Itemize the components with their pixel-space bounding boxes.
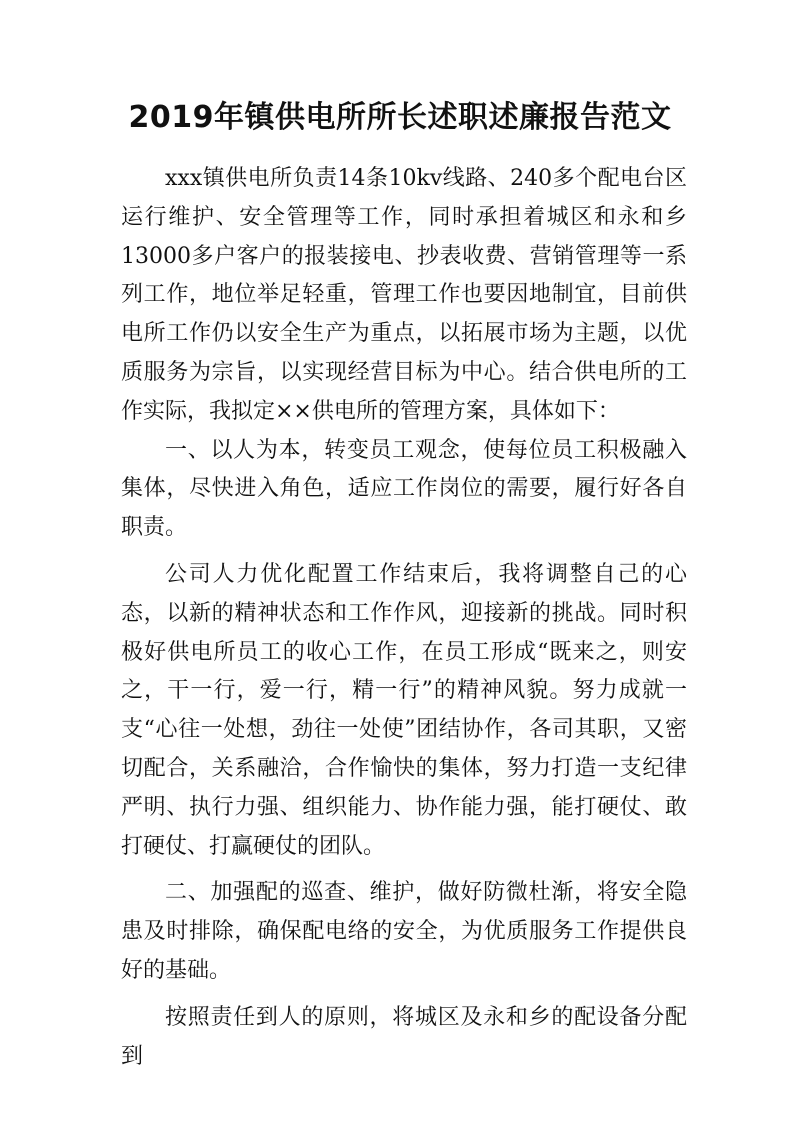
paragraph-intro: xxx镇供电所负责14条10kv线路、240多个配电台区运行维护、安全管理等工作，同时承担着城区和永和乡13000多户客户的报装接电、抄表收费、营销管理等一系列工作，地位举足轻重，管理工作也要因地制宜，目前供电所工作仍以安全生产为重点，以拓展市场为主题，以优质服务为宗旨，以实现经营目标为中心。结合供电所的工作实际，我拟定××供电所的管理方案，具体如下： — [121, 166, 687, 424]
paragraph-section-two-body: 按照责任到人的原则，将城区及永和乡的配设备分配到 — [121, 1004, 687, 1069]
document-title: 2019年镇供电所所长述职述廉报告范文 — [128, 100, 672, 135]
document-body — [121, 160, 687, 1076]
paragraph-section-one-heading: 一、以人为本，转变员工观念，使每位员工积极融入集体，尽快进入角色，适应工作岗位的需要，履行好各自职责。 — [121, 437, 687, 541]
paragraph-section-one-body: 公司人力优化配置工作结束后，我将调整自己的心态，以新的精神状态和工作作风，迎接新的挑战。同时积极好供电所员工的收心工作，在员工形成“既来之，则安之，干一行，爱一行，精一行”的精神风貌。努力成就一支“心往一处想，劲往一处使”团结协作，各司其职，又密切配合，关系融洽，合作愉快的集体，努力打造一支纪律严明、执行力强、组织能力、协作能力强，能打硬仗、敢打硬仗、打赢硬仗的团队。 — [121, 561, 687, 859]
paragraph-section-two-heading: 二、加强配的巡查、维护，做好防微杜渐，将安全隐患及时排除，确保配电络的安全，为优质服务工作提供良好的基础。 — [121, 880, 687, 983]
